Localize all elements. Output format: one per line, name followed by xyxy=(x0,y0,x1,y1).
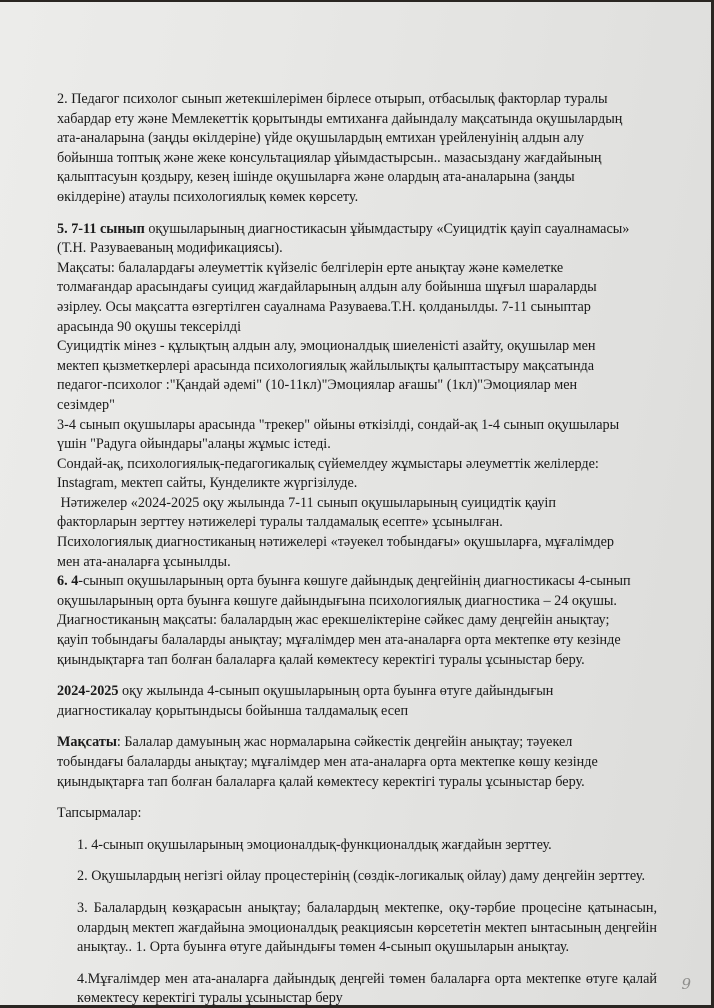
document-page xyxy=(0,2,711,1005)
text-line: қиындықтарға тап болған балаларға қалай көмектесу керектігі туралы ұсыныстар беру. xyxy=(57,773,585,790)
section-5-heading-line2: (Т.Н. Разуваеваның модификациясы). xyxy=(57,240,283,257)
text-line: мен ата-аналарға ұсынылды. xyxy=(57,553,231,570)
report-title xyxy=(57,682,657,721)
text-line: Мақсаты: балалардағы әлеуметтік күйзеліс белгілерін ерте анықтау және кәмелетке xyxy=(57,259,564,276)
section-5 xyxy=(57,220,657,573)
text-line: факторларын зерттеу нәтижелері туралы талдамалық есепте» ұсынылған. xyxy=(57,514,503,531)
report-goal-line xyxy=(57,733,657,753)
text-line: 2. Педагог психолог сынып жетекшілерімен бірлесе отырып, отбасылық факторлар туралы xyxy=(57,91,608,107)
task-item: 1. 4-сынып оқушыларының эмоционалдық-функционалдық жағдайын зерттеу. xyxy=(77,836,552,853)
report-title-text: оқу жылында 4-сынып оқушыларының орта буынға өтуге дайындығын xyxy=(118,683,554,700)
text-line: Психологиялық диагностиканың нәтижелері «тәуекел тобындағы» оқушыларға, мұғалімдер xyxy=(57,534,614,551)
section-6 xyxy=(57,572,657,670)
text-line: Instagram, мектеп сайты, Кунделикте жүргізілуде. xyxy=(57,475,358,492)
text-line: 3-4 сынып оқушылары арасында "трекер" ойыны өткізілді, сондай-ақ 1-4 сынып оқушылары xyxy=(57,416,620,433)
task-item: 4.Мұғалімдер мен ата-аналарға дайындық деңгейі төмен балаларға орта мектепке өтуге қалай көмектесу керектігі туралы ұсыныстар беру xyxy=(77,970,657,1005)
tasks-label: Тапсырмалар: xyxy=(57,805,142,822)
report-year: 2024-2025 xyxy=(57,683,119,700)
text-line: қауіп тобындағы балаларды анықтау; мұғалімдер мен ата-аналарға орта мектепке өту кезінде xyxy=(57,632,621,649)
section-5-heading xyxy=(57,220,657,240)
text-line: мектеп қызметкерлері арасында психологиялық жайлылықты қалыптастыру мақсатында xyxy=(57,357,595,374)
report-title-line2: диагностикалау қорытындысы бойынша талдамалық есеп xyxy=(57,702,409,719)
text-line: қалыптасуын қоздыру, кезең ішінде оқушыларға және олардың ата-аналарына (заңды xyxy=(57,169,575,186)
text-line: сезімдер" xyxy=(57,396,115,413)
text-line: Сондай-ақ, психологиялық-педагогикалық сүйемелдеу жұмыстары әлеуметтік желілерде: xyxy=(57,455,599,472)
section-5-heading-bold: 5. 7-11 сынып xyxy=(57,220,145,237)
text-line: бойынша топтық және жеке консультациялар ұйымдастырсын.. мазасыздану жағдайының xyxy=(57,149,602,166)
handwritten-page-number: 9 xyxy=(681,975,691,993)
report-goal-text: : Балалар дамуының жас нормаларына сәйкестік деңгейін анықтау; тәуекел xyxy=(116,734,573,751)
report-goal xyxy=(57,733,657,792)
report-goal-label: Мақсаты xyxy=(57,734,117,751)
text-line: толмағандар арасындағы суицид жағдайларының алдын алу бойынша шұғыл шараларды xyxy=(57,279,597,296)
document-body xyxy=(57,90,657,1005)
section-5-heading-text: оқушыларының диагностикасын ұйымдастыру «Суицидтік қауіп сауалнамасы» xyxy=(144,220,630,237)
text-line: хабардар ету және Мемлекеттік қорытынды емтиханға дайындалу мақсатында оқушылардың xyxy=(57,110,623,127)
text-line: өкілдеріне) атаулы психологиялық көмек көрсету. xyxy=(57,188,359,205)
text-line: үшін "Радуга ойындары"алаңы жұмыс істеді. xyxy=(57,436,331,453)
section-6-heading xyxy=(57,572,657,592)
text-line: педагог-психолог :"Қандай әдемі" (10-11кл)"Эмоциялар ағашы" (1кл)"Эмоциялар мен xyxy=(57,377,578,394)
text-line: ата-аналарына (заңды өкілдеріне) үйде оқушылардың емтихан үрейленуінің алдын алу xyxy=(57,130,584,147)
text-line: Суицидтік мінез - құлықтың алдын алу, эмоционалдық шиеленісті азайту, оқушылар мен xyxy=(57,338,596,355)
text-line: оқушыларының орта буынға көшуге дайындығына психологиялық диагностика – 24 оқушы. xyxy=(57,592,617,609)
task-item: 3. Балалардың көзқарасын анықтау; балалардың мектепке, оқу-тәрбие процесіне қатынасын, олардың мектеп жағдайына эмоционалдық реакциясын көрсететін мектеп ынтасының деңгейін анықтау.. 1. Орта буынға өтуге дайындығы төмен 4-сынып оқушыларын анықтау. xyxy=(77,899,657,956)
text-line: Нәтижелер «2024-2025 оқу жылында 7-11 сынып оқушыларының суицидтік қауіп xyxy=(57,494,556,511)
text-line: қиындықтарға тап болған балаларға қалай көмектесу керектігі туралы ұсыныстар беру. xyxy=(57,651,585,668)
text-line: арасында 90 оқушы тексерілді xyxy=(57,318,242,335)
tasks-list xyxy=(57,836,657,1005)
report-title-line xyxy=(57,682,657,702)
text-line: тобындағы балаларды анықтау; мұғалімдер мен ата-аналарға орта мектепке көшу кезінде xyxy=(57,754,598,770)
task-item: 2. Оқушылардың негізгі ойлау процестерінің (сөздік-логикалық ойлау) даму деңгейін зерттеу. xyxy=(77,868,646,885)
text-line: Диагностиканың мақсаты: балалардың жас ерекшеліктеріне сәйкес даму деңгейін анықтау; xyxy=(57,612,610,629)
paragraph-2 xyxy=(57,90,657,208)
text-line: әзірлеу. Осы мақсатта өзгертілген сауалнама Разуваева.Т.Н. қолданылды. 7-11 сыныптар xyxy=(57,298,591,315)
section-6-heading-text: -сынып оқушыларының орта буынға көшуге дайындық деңгейінің диагностикасы 4-сынып xyxy=(78,573,631,590)
section-6-heading-bold: 6. 4 xyxy=(57,573,79,590)
